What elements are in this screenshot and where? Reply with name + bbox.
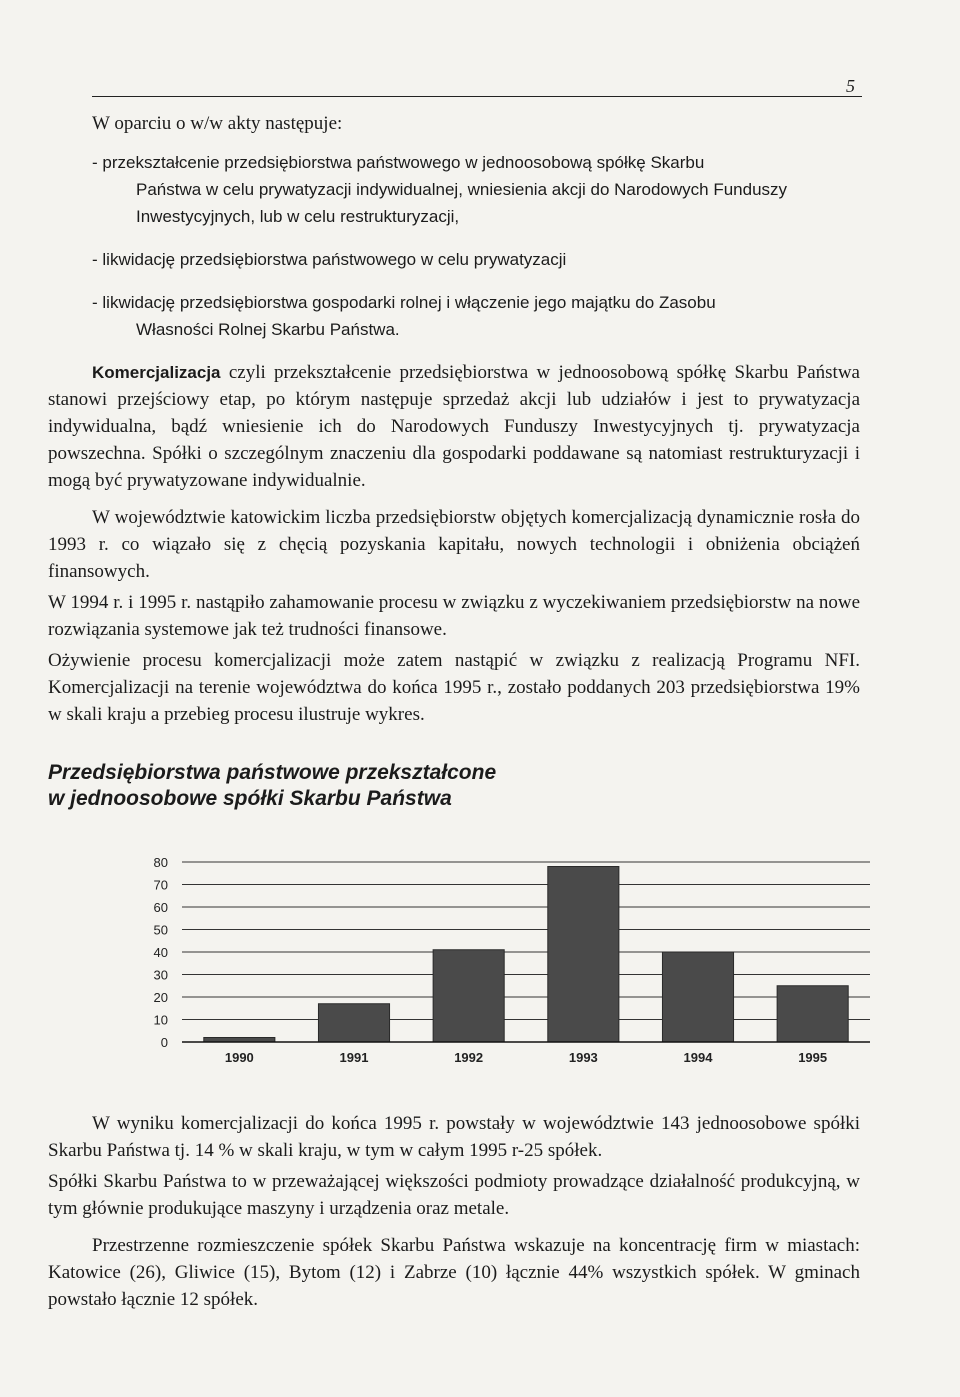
x-tick-label: 1993: [568, 1050, 598, 1065]
page-number: 5: [846, 76, 855, 96]
x-tick-label: 1991: [339, 1050, 369, 1065]
chart-title-line: w jednoosobowe spółki Skarbu Państwa: [48, 787, 452, 810]
paragraph-rozmieszczenie: Przestrzenne rozmieszczenie spółek Skarbu Państwa wskazuje na koncentrację firm w miastach: Katowice (26), Gliwice (15), Bytom (12) i Zabrze (10) łącznie 44% wszystkich spółek. W gminach powstało łącznie 12 spółek.: [48, 1235, 860, 1310]
x-tick-label: 1994: [683, 1050, 713, 1065]
paragraph-text: czyli przekształcenie przedsiębiorstwa w jednoosobową spółkę Skarbu Państwa stanowi przejściowy etap, po którym następuje sprzedaż akcji lub udziałów i jest to prywatyzacja indywidualna, bądź wniesienie ich do Narodowych Funduszy Inwestycyjnych tj. prywatyzacja powszechna. Spółki o szczególnym znaczeniu dla gospodarki poddawane są natomiast restrukturyzacji i mogą być prywatyzowane indywidualnie.: [48, 362, 860, 491]
bar: [777, 986, 848, 1042]
y-tick-label: 70: [153, 877, 168, 893]
paragraph-komercjalizacja: [48, 359, 860, 494]
bar: [548, 867, 619, 1043]
list-item-line: - przekształcenie przedsiębiorstwa państwowego w jednoosobową spółkę Skarbu: [92, 153, 705, 172]
x-tick-label: 1990: [224, 1050, 254, 1065]
paragraph-zahamowanie: W 1994 r. i 1995 r. nastąpiło zahamowanie procesu w związku z wyczekiwaniem przedsiębiorstw na nowe rozwiązania systemowe jak też trudności finansowe.: [48, 592, 860, 640]
intro-paragraph: W oparciu o w/w akty następuje:: [92, 113, 343, 134]
main-text: [48, 108, 860, 728]
x-tick-label: 1995: [798, 1050, 828, 1065]
list-item: [92, 289, 860, 343]
bar: [318, 1004, 389, 1042]
header-rule: [92, 96, 862, 97]
paragraph-wynik: W wyniku komercjalizacji do końca 1995 r. powstały w województwie 143 jednoosobowe spółki Skarbu Państwa tj. 14 % w skali kraju, w tym w całym 1995 r-25 spółek.: [48, 1113, 860, 1161]
list-item-line: Państwa w celu prywatyzacji indywidualnej, wniesienia akcji do Narodowych Funduszy: [136, 180, 788, 199]
list-item-line: - likwidację przedsiębiorstwa gospodarki rolnej i włączenie jego majątku do Zasobu: [92, 293, 716, 312]
paragraph-wojewodztwo: W województwie katowickim liczba przedsiębiorstw objętych komercjalizacją dynamicznie rosła do 1993 r. co wiązało się z chęcią pozyskania kapitału, nowych technologii i obniżenia obciążeń finansowych.: [48, 507, 860, 582]
y-tick-label: 20: [153, 990, 168, 1005]
bar: [662, 952, 733, 1042]
y-tick-label: 60: [153, 900, 168, 915]
closing-text: [48, 1110, 860, 1313]
list-item-line: Inwestycyjnych, lub w celu restrukturyzacji,: [136, 207, 460, 226]
y-tick-label: 80: [153, 855, 168, 870]
list-item-line: Własności Rolnej Skarbu Państwa.: [136, 320, 400, 339]
x-tick-label: 1992: [454, 1050, 484, 1065]
list-item: [92, 149, 860, 230]
paragraph-spolki: Spółki Skarbu Państwa to w przeważającej większości podmioty prowadzące działalność produkcyjną, w tym głównie produkujące maszyny i urządzenia oraz metale.: [48, 1171, 860, 1219]
y-tick-label: 30: [153, 967, 168, 983]
list-item-line: - likwidację przedsiębiorstwa państwowego w celu prywatyzacji: [92, 250, 567, 269]
y-tick-label: 50: [153, 922, 168, 938]
bar-chart: [140, 850, 880, 1080]
chart-title-line: Przedsiębiorstwa państwowe przekształcone: [48, 761, 497, 784]
bar: [433, 950, 504, 1042]
list-item: [92, 246, 860, 273]
y-tick-label: 0: [160, 1035, 168, 1050]
y-tick-label: 40: [153, 945, 168, 960]
y-tick-label: 10: [153, 1012, 168, 1028]
paragraph-ozywienie: Ożywienie procesu komercjalizacji może zatem nastąpić w związku z realizacją Programu NFI. Komercjalizacji na terenie województwa do końca 1995 r., zostało poddanych 203 przedsiębiorstwa 19% w skali kraju a przebieg procesu ilustruje wykres.: [48, 650, 860, 725]
chart-title: [48, 760, 548, 812]
term-bold: Komercjalizacja: [92, 363, 221, 382]
